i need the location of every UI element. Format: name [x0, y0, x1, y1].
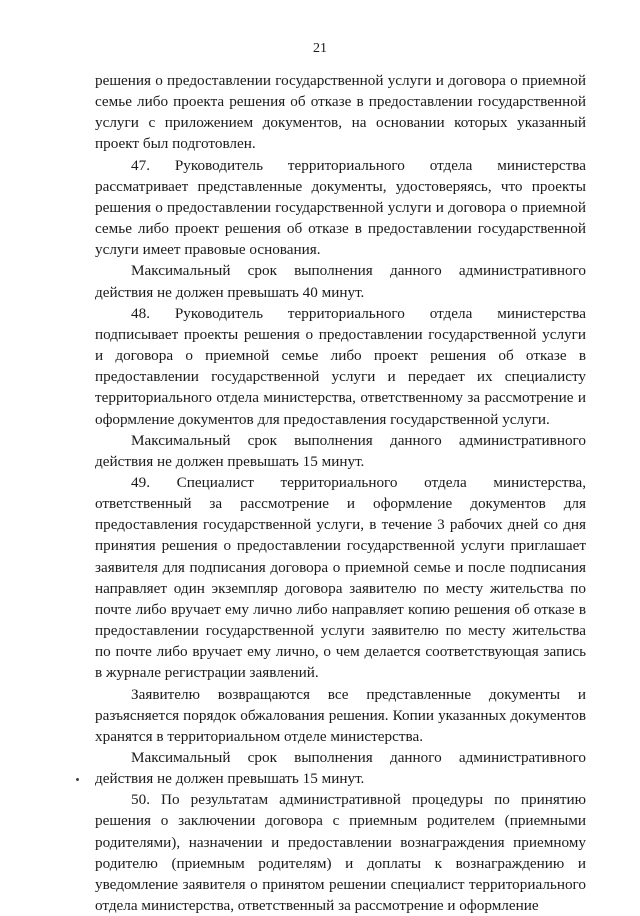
- paragraph-continuation: решения о предоставлении государственной услуги и договора о приемной семье либо проекта решения об отказе в предоставлении государственной услуги с приложением документов, на основании которых указанный проект был подготовлен.: [95, 72, 586, 153]
- paragraph-time-limit: Максимальный срок выполнения данного административного действия не должен превышать 15 минут.: [95, 749, 586, 788]
- document-body: [95, 70, 586, 916]
- paragraph-time-limit: Максимальный срок выполнения данного административного действия не должен превышать 15 минут.: [95, 431, 586, 470]
- scan-speck: [76, 778, 79, 781]
- paragraph-item-50: 50. По результатам административной процедуры по принятию решения о заключении договора с приемным родителем (приемными родителями), назначении и предоставлении вознаграждения приемному родителю (приемным родителям) и доплаты к вознаграждению и уведомление заявителя о принятом решении специалист территориального отдела министерства, ответственный за рассмотрение и оформление: [95, 791, 586, 915]
- paragraph-item-47: 47. Руководитель территориального отдела министерства рассматривает представленные документы, удостоверяясь, что проекты решения о предоставлении государственной услуги и договора о приемной семье либо проект решения об отказе в предоставлении государственной услуги имеет правовые основания.: [95, 156, 586, 259]
- paragraph-item-49: 49. Специалист территориального отдела министерства, ответственный за рассмотрение и оформление документов для предоставления государственной услуги, в течение 3 рабочих дней со дня принятия решения о предоставлении государственной услуги приглашает заявителя для подписания договора о приемной семье и после подписания направляет один экземпляр договора заявителю по месту жительства по почте либо вручает ему лично либо направляет копию решения об отказе в предоставлении государственной услуги заявителю по месту жительства по почте либо вручает ему лично, о чем делается соответствующая запись в журнале регистрации заявлений.: [95, 473, 586, 682]
- paragraph-documents-return: Заявителю возвращаются все представленные документы и разъясняется порядок обжалования решения. Копии указанных документов хранятся в территориальном отделе министерства.: [95, 685, 586, 745]
- paragraph-time-limit: Максимальный срок выполнения данного административного действия не должен превышать 40 минут.: [95, 262, 586, 301]
- paragraph-item-48: 48. Руководитель территориального отдела министерства подписывает проекты решения о предоставлении государственной услуги и договора о приемной семье либо проект решения об отказе в предоставлении государственной услуги и передает их специалисту территориального отдела министерства, ответственному за рассмотрение и оформление документов для предоставления государственной услуги.: [95, 304, 586, 428]
- page-number: 21: [313, 41, 327, 56]
